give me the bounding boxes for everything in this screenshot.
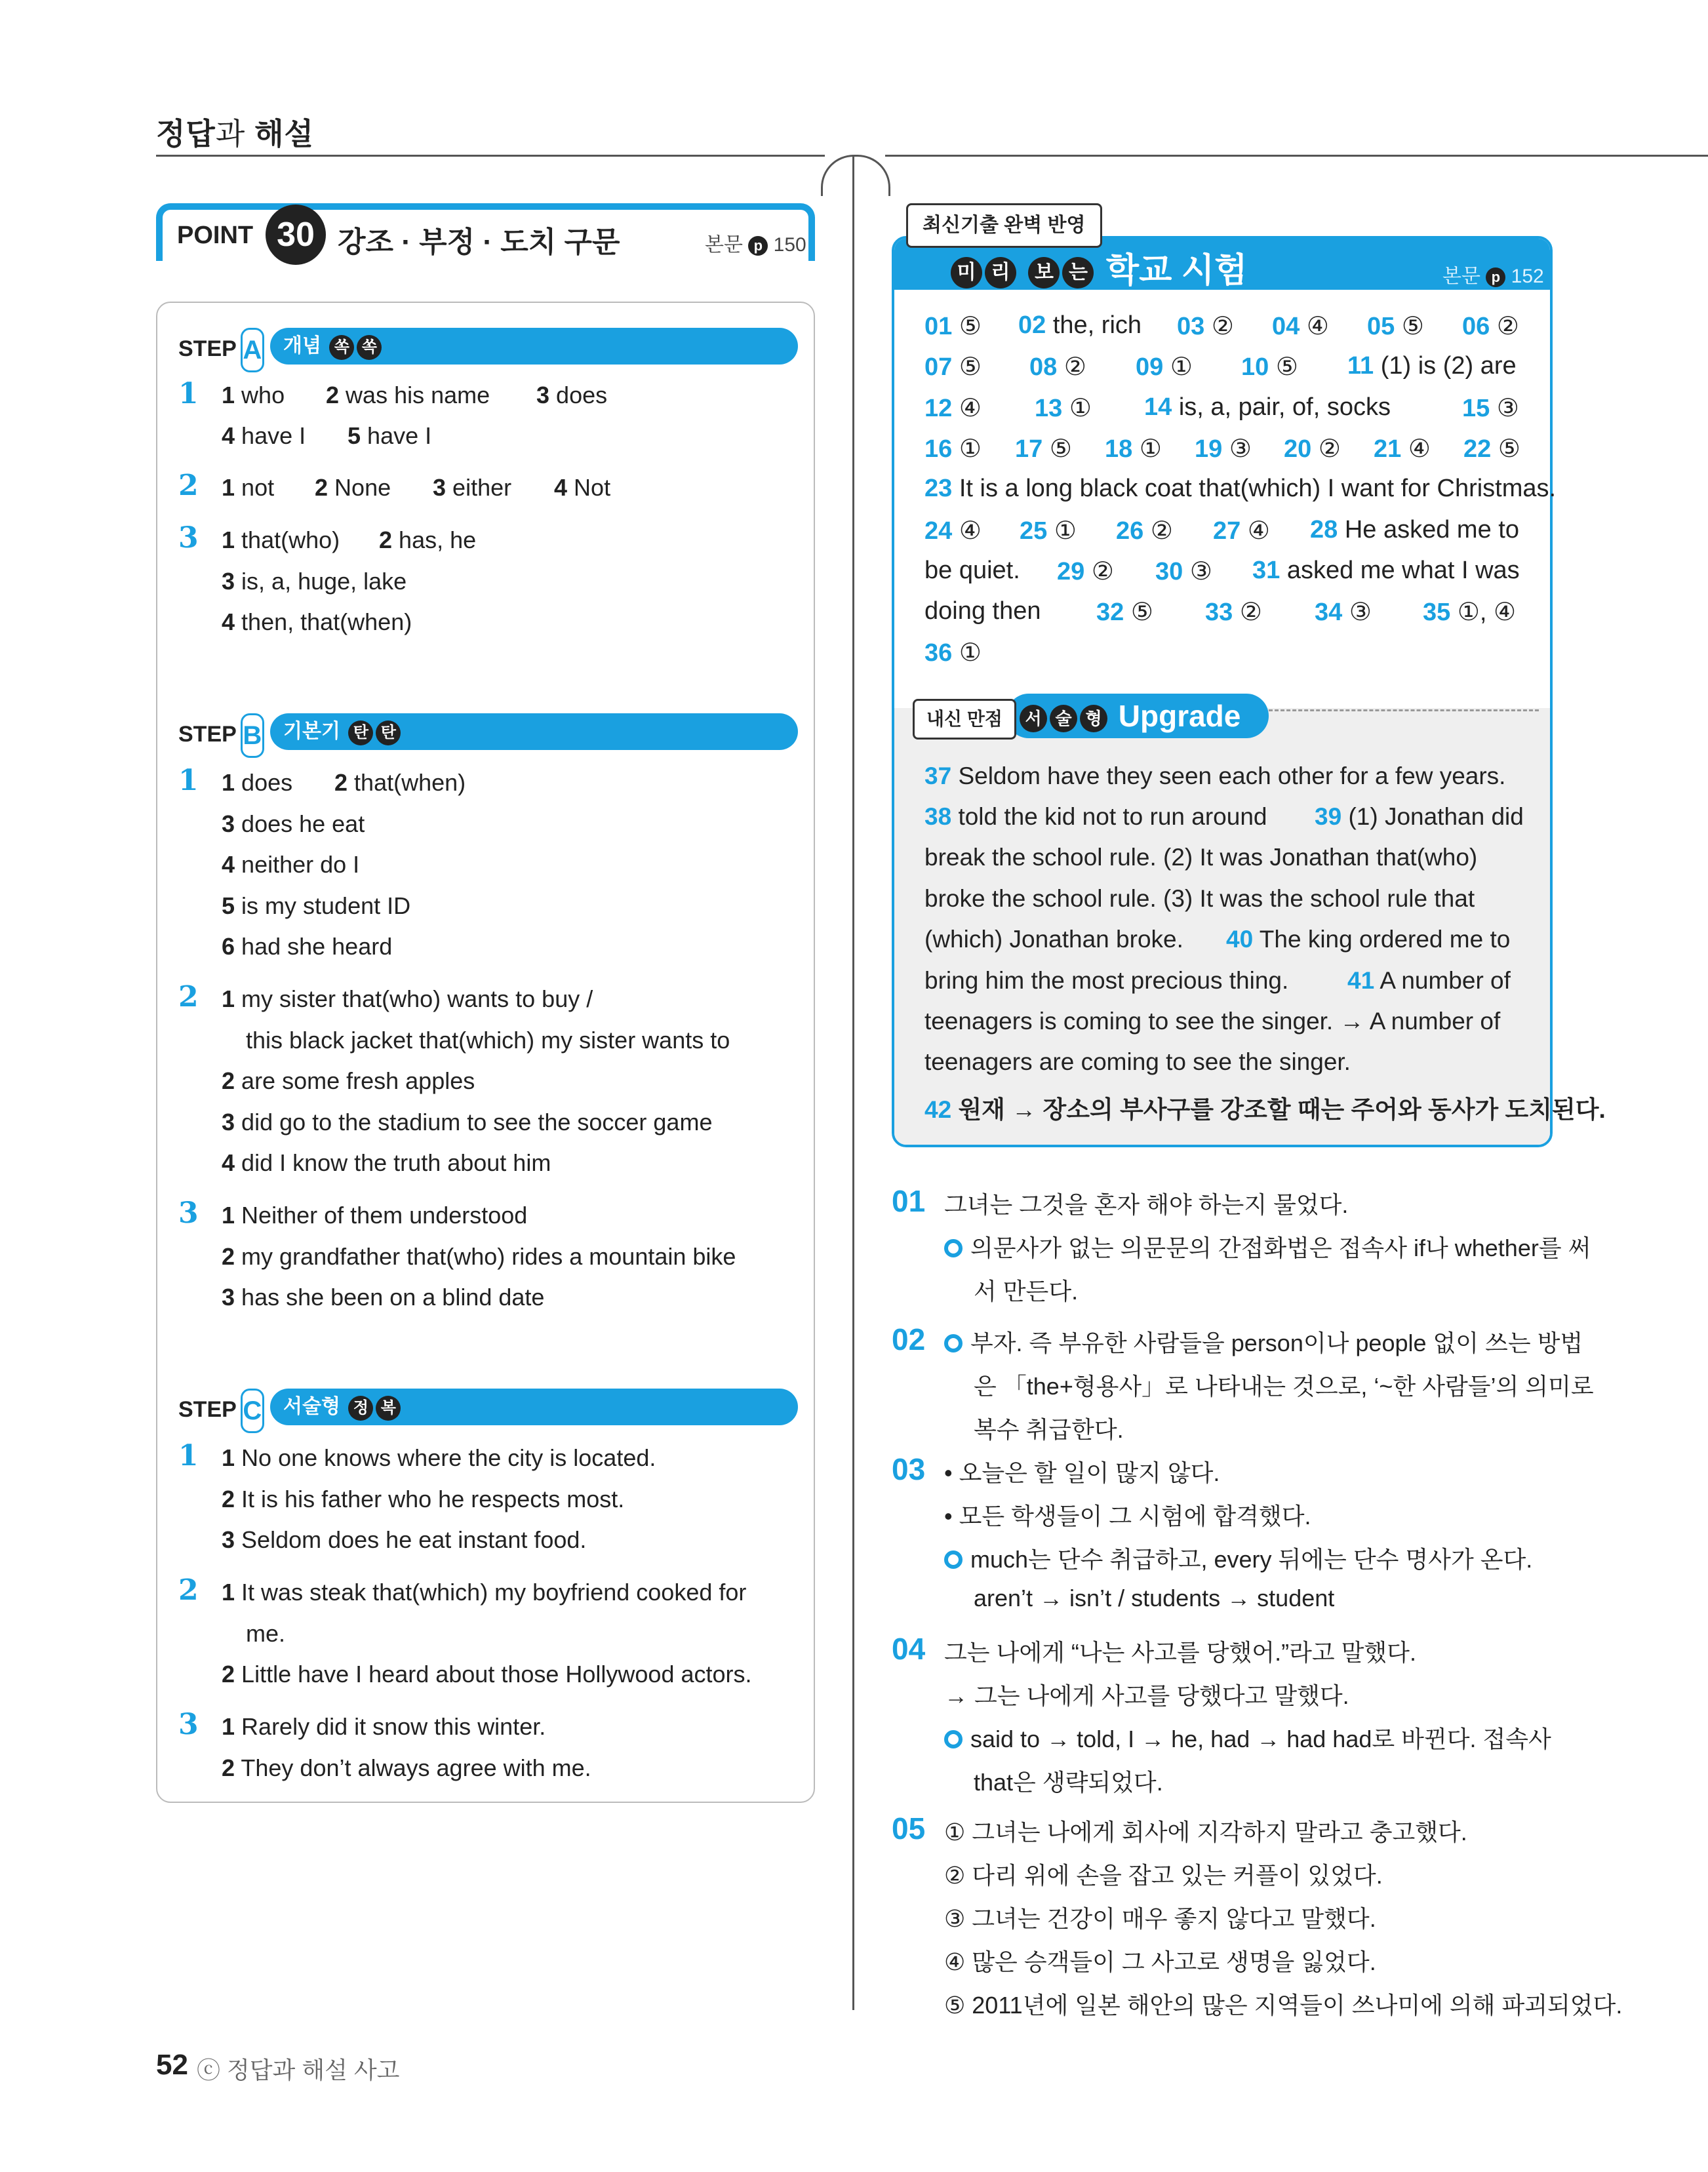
step-b-bar: 기본기 탄 탄 xyxy=(270,713,798,750)
explanation-line: said to → told, I → he, had → had had로 바뀐다. 접속사 xyxy=(944,1721,1551,1754)
answer-item: be quiet. xyxy=(924,557,1020,584)
question-number: 1 xyxy=(178,1439,199,1472)
footer-copyright: ⓒ 정답과 해설 사고 xyxy=(197,2057,400,2083)
upgrade-line: broke the school rule. (3) It was the school rule that xyxy=(924,885,1475,912)
point-page-ref: 본문 p 150 xyxy=(705,234,806,256)
page-icon: p xyxy=(1486,267,1505,287)
answer-line: 4 Not xyxy=(554,474,611,501)
answer-item: 20 ② xyxy=(1284,435,1341,463)
note-bullet-icon xyxy=(944,1239,963,1257)
explanation-number: 03 xyxy=(892,1452,926,1486)
answer-line: 1 that(who) xyxy=(222,526,340,553)
upgrade-line: 38 told the kid not to run around xyxy=(924,803,1267,830)
answer-line: 5 have I xyxy=(348,422,432,449)
answer-item: 32 ⑤ xyxy=(1096,599,1153,626)
answer-line: 4 neither do I xyxy=(222,851,360,878)
page-number: 52 xyxy=(156,2049,188,2081)
answer-line: 1 my sister that(who) wants to buy / xyxy=(222,985,593,1012)
answer-line: 1 does xyxy=(222,769,293,796)
upgrade-line: teenagers is coming to see the singer. → A number of xyxy=(924,1008,1501,1035)
answer-line: me. xyxy=(246,1620,286,1647)
answer-line: 4 did I know the truth about him xyxy=(222,1149,551,1176)
explanation-line: → 그는 나에게 사고를 당했다고 말했다. xyxy=(944,1682,1349,1709)
answer-item: 33 ② xyxy=(1205,599,1262,626)
explanation-number: 04 xyxy=(892,1632,926,1666)
answer-item: 16 ① xyxy=(924,435,982,463)
answer-line: 2 that(when) xyxy=(334,769,466,796)
explanation-line: ④ 많은 승객들이 그 사고로 생명을 잃었다. xyxy=(944,1948,1376,1975)
answer-item: 18 ① xyxy=(1105,435,1162,463)
answer-item: 13 ① xyxy=(1035,395,1092,422)
explanation-line: 그는 나에게 “나는 사고를 당했어.”라고 말했다. xyxy=(944,1639,1416,1666)
answer-item: 09 ① xyxy=(1136,353,1193,381)
upgrade-line: teenagers are coming to see the singer. xyxy=(924,1048,1351,1075)
answer-item: 25 ① xyxy=(1020,517,1077,545)
top-rule-left xyxy=(156,155,825,157)
answer-item: 22 ⑤ xyxy=(1463,435,1520,463)
school-test-page-ref: 본문 p 152 xyxy=(1442,266,1544,287)
answer-item: doing then xyxy=(924,597,1041,625)
answer-item: 03 ② xyxy=(1177,313,1234,340)
upgrade-line: 39 (1) Jonathan did xyxy=(1315,803,1524,830)
point-number: 30 xyxy=(266,205,326,265)
answer-item: 08 ② xyxy=(1029,353,1086,381)
answer-item: 23 It is a long black coat that(which) I want for Christmas. xyxy=(924,475,1557,502)
answer-item: 07 ⑤ xyxy=(924,353,982,381)
column-divider xyxy=(852,155,854,2010)
answer-item: 04 ④ xyxy=(1272,313,1329,340)
step-b-label: STEP B xyxy=(178,713,264,758)
upgrade-tag: 내신 만점 xyxy=(913,699,1016,740)
upgrade-title: 서 술 형 Upgrade xyxy=(1006,694,1269,738)
page-icon: p xyxy=(748,236,768,256)
answer-line: 3 Seldom does he eat instant food. xyxy=(222,1526,587,1553)
upgrade-line: 40 The king ordered me to xyxy=(1226,926,1511,953)
answer-line: 2 It is his father who he respects most. xyxy=(222,1486,625,1512)
running-head: 정답과 해설 xyxy=(156,117,314,151)
explanation-line: ⑤ 2011년에 일본 해안의 많은 지역들이 쓰나미에 의해 파괴되었다. xyxy=(944,1992,1623,2019)
answer-line: 1 It was steak that(which) my boyfriend cooked for xyxy=(222,1579,747,1606)
upgrade-line: bring him the most precious thing. xyxy=(924,967,1289,994)
answer-item: 24 ④ xyxy=(924,517,982,545)
answer-item: 26 ② xyxy=(1116,517,1173,545)
latest-exam-badge: 최신기출 완벽 반영 xyxy=(906,203,1102,248)
answer-line: 3 either xyxy=(433,474,512,501)
note-bullet-icon xyxy=(944,1334,963,1353)
answer-line: 5 is my student ID xyxy=(222,892,411,919)
answer-line: 2 was his name xyxy=(326,382,490,408)
upgrade-line: 41 A number of xyxy=(1347,967,1511,994)
explanation-line: ③ 그녀는 건강이 매우 좋지 않다고 말했다. xyxy=(944,1905,1376,1932)
step-c-bar: 서술형 정 복 xyxy=(270,1389,798,1425)
explanation-number: 02 xyxy=(892,1322,926,1356)
answer-line: 6 had she heard xyxy=(222,933,393,960)
answer-line: 2 are some fresh apples xyxy=(222,1067,475,1094)
explanation-line: ① 그녀는 나에게 회사에 지각하지 말라고 충고했다. xyxy=(944,1819,1467,1846)
question-number: 2 xyxy=(178,1573,199,1607)
upgrade-line: (which) Jonathan broke. xyxy=(924,926,1183,953)
dashed-divider xyxy=(1269,709,1539,711)
answer-line: 2 Little have I heard about those Hollywood actors. xyxy=(222,1661,752,1688)
explanation-line: 의문사가 없는 의문문의 간접화법은 접속사 if나 whether를 써 xyxy=(944,1230,1591,1263)
explanation-line: that은 생략되었다. xyxy=(974,1769,1163,1796)
note-bullet-icon xyxy=(944,1730,963,1748)
answer-line: this black jacket that(which) my sister wants to xyxy=(246,1027,730,1054)
explanation-line: ② 다리 위에 손을 잡고 있는 커플이 있었다. xyxy=(944,1862,1383,1889)
step-c-label: STEP C xyxy=(178,1389,264,1433)
explanation-line: • 모든 학생들이 그 시험에 합격했다. xyxy=(944,1503,1311,1530)
question-number: 3 xyxy=(178,1708,199,1741)
answer-line: 2 has, he xyxy=(379,526,477,553)
upgrade-line: break the school rule. (2) It was Jonathan that(who) xyxy=(924,844,1478,871)
explanation-number: 01 xyxy=(892,1184,926,1218)
answer-item: 12 ④ xyxy=(924,395,982,422)
explanation-line: 은 「the+형용사」로 나타내는 것으로, ‘~한 사람들’의 의미로 xyxy=(974,1373,1594,1400)
answer-line: 1 who xyxy=(222,382,285,408)
answer-line: 3 does xyxy=(536,382,608,408)
explanation-line: 복수 취급한다. xyxy=(974,1416,1124,1443)
answer-line: 2 They don’t always agree with me. xyxy=(222,1754,591,1781)
answer-item: 15 ③ xyxy=(1462,395,1519,422)
answer-item: 14 is, a, pair, of, socks xyxy=(1144,393,1391,421)
upgrade-line: 37 Seldom have they seen each other for a few years. xyxy=(924,762,1506,789)
note-bullet-icon xyxy=(944,1550,963,1569)
answer-item: 35 ①, ④ xyxy=(1423,599,1517,626)
answer-item: 01 ⑤ xyxy=(924,313,982,340)
question-number: 2 xyxy=(178,469,199,502)
explanation-line: 부자. 즉 부유한 사람들을 person이나 people 없이 쓰는 방법 xyxy=(944,1325,1583,1358)
answer-line: 3 did go to the stadium to see the soccer game xyxy=(222,1109,713,1135)
answer-item: 28 He asked me to xyxy=(1310,516,1519,543)
step-a-label: STEP A xyxy=(178,328,264,372)
question-number: 1 xyxy=(178,764,199,797)
question-number: 3 xyxy=(178,1196,199,1230)
answer-line: 2 my grandfather that(who) rides a mountain bike xyxy=(222,1243,736,1270)
answer-item: 17 ⑤ xyxy=(1015,435,1072,463)
answer-line: 2 None xyxy=(315,474,391,501)
answer-line: 4 then, that(when) xyxy=(222,608,412,635)
explanation-line: 그녀는 그것을 혼자 해야 하는지 물었다. xyxy=(944,1191,1349,1218)
answer-item: 34 ③ xyxy=(1315,599,1372,626)
center-arc xyxy=(821,155,890,196)
upgrade-line: 42 원재 → 장소의 부사구를 강조할 때는 주어와 동사가 도치된다. xyxy=(924,1096,1606,1123)
answer-item: 19 ③ xyxy=(1195,435,1252,463)
answer-item: 30 ③ xyxy=(1155,558,1212,585)
explanation-line: 서 만든다. xyxy=(974,1278,1079,1305)
answer-item: 11 (1) is (2) are xyxy=(1347,352,1517,380)
answer-line: 1 not xyxy=(222,474,275,501)
answer-line: 1 Rarely did it snow this winter. xyxy=(222,1713,546,1740)
explanation-line: • 오늘은 할 일이 많지 않다. xyxy=(944,1459,1220,1486)
answer-line: 4 have I xyxy=(222,422,306,449)
answer-item: 21 ④ xyxy=(1374,435,1431,463)
point-title: 강조 · 부정 · 도치 구문 xyxy=(338,226,620,258)
explanation-number: 05 xyxy=(892,1811,926,1846)
answer-item: 06 ② xyxy=(1462,313,1519,340)
answer-line: 3 has she been on a blind date xyxy=(222,1284,545,1311)
answer-item: 29 ② xyxy=(1057,558,1114,585)
answer-item: 36 ① xyxy=(924,639,982,667)
explanation-line: much는 단수 취급하고, every 뒤에는 단수 명사가 온다. xyxy=(944,1541,1532,1575)
question-number: 3 xyxy=(178,521,199,555)
answer-item: 31 asked me what I was xyxy=(1252,557,1520,584)
answer-line: 1 Neither of them understood xyxy=(222,1202,528,1229)
school-test-title: 미 리 보 는 학교 시험 xyxy=(951,243,1247,292)
answer-item: 02 the, rich xyxy=(1018,311,1142,339)
top-rule-right xyxy=(885,155,1708,157)
answer-line: 3 does he eat xyxy=(222,810,365,837)
question-number: 1 xyxy=(178,377,199,410)
point-label: POINT xyxy=(177,222,254,249)
answer-line: 3 is, a, huge, lake xyxy=(222,568,407,595)
step-a-bar: 개념 쏙 쏙 xyxy=(270,328,798,365)
answer-line: 1 No one knows where the city is located. xyxy=(222,1444,656,1471)
question-number: 2 xyxy=(178,980,199,1014)
answer-item: 10 ⑤ xyxy=(1241,353,1298,381)
answer-item: 27 ④ xyxy=(1213,517,1270,545)
answer-item: 05 ⑤ xyxy=(1367,313,1424,340)
explanation-line: aren’t → isn’t / students → student xyxy=(974,1585,1335,1611)
